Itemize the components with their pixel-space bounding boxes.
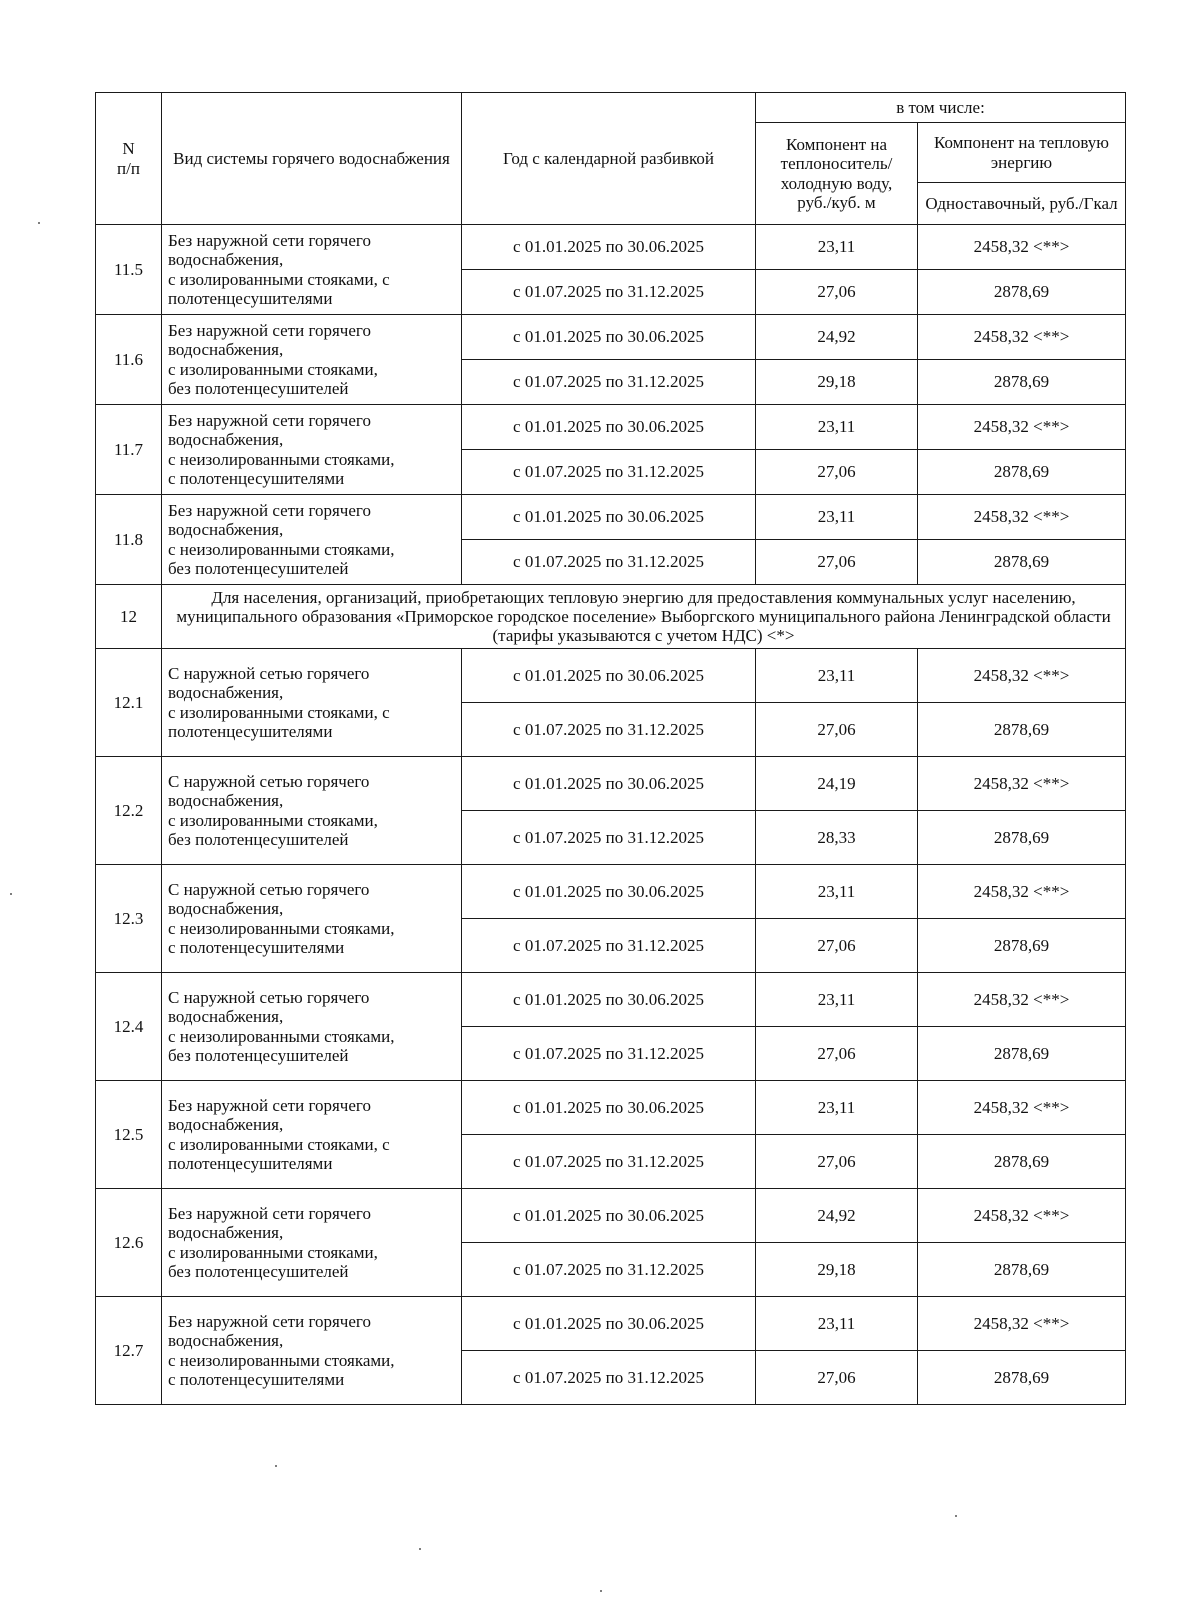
row-description-line: полотенцесушителями [168,1153,333,1173]
heat-value: 2458,32 <**> [918,649,1126,703]
scan-speck [38,222,40,224]
row-number: 12.4 [96,973,162,1081]
heat-value: 2458,32 <**> [918,495,1126,540]
row-number: 12.2 [96,757,162,865]
water-value: 29,18 [756,1243,918,1297]
period-cell: с 01.01.2025 по 30.06.2025 [462,1297,756,1351]
row-number: 12.5 [96,1081,162,1189]
period-cell: с 01.07.2025 по 31.12.2025 [462,540,756,585]
heat-value: 2878,69 [918,540,1126,585]
row-description-line: без полотенцесушителей [168,558,349,578]
row-description [162,405,462,495]
row-number: 12.3 [96,865,162,973]
period-cell: с 01.01.2025 по 30.06.2025 [462,649,756,703]
heat-value: 2878,69 [918,270,1126,315]
heat-value: 2878,69 [918,1135,1126,1189]
row-description-line: водоснабжения, [168,340,284,360]
heat-value: 2458,32 <**> [918,405,1126,450]
row-description [162,1297,462,1405]
row-description [162,973,462,1081]
table-row [96,649,1126,703]
period-cell: с 01.07.2025 по 31.12.2025 [462,270,756,315]
water-value: 27,06 [756,919,918,973]
heat-value: 2458,32 <**> [918,1189,1126,1243]
period-cell: с 01.01.2025 по 30.06.2025 [462,315,756,360]
row-number: 11.5 [96,225,162,315]
heat-value: 2458,32 <**> [918,1081,1126,1135]
period-cell: с 01.07.2025 по 31.12.2025 [462,811,756,865]
period-cell: с 01.01.2025 по 30.06.2025 [462,495,756,540]
heat-value: 2878,69 [918,703,1126,757]
section-number: 12 [96,585,162,649]
table-row [96,1189,1126,1243]
period-cell: с 01.01.2025 по 30.06.2025 [462,405,756,450]
header-component-water: Компонент на теплоноситель/ холодную воду, руб./куб. м [756,123,918,225]
row-description-line: без полотенцесушителей [168,1261,349,1281]
water-value: 23,11 [756,225,918,270]
heat-value: 2458,32 <**> [918,865,1126,919]
row-description-line: с изолированными стояками, с [168,1134,390,1154]
row-description-line: с изолированными стояками, с [168,269,390,289]
row-description [162,225,462,315]
period-cell: с 01.01.2025 по 30.06.2025 [462,973,756,1027]
row-number: 12.7 [96,1297,162,1405]
row-number: 11.8 [96,495,162,585]
row-description [162,1081,462,1189]
table-row [96,1081,1126,1135]
water-value: 23,11 [756,405,918,450]
heat-value: 2878,69 [918,811,1126,865]
heat-value: 2878,69 [918,1243,1126,1297]
row-description [162,315,462,405]
row-description-line: с изолированными стояками, [168,1242,378,1262]
row-description [162,495,462,585]
table-row [96,225,1126,270]
row-description-line: Без наружной сети горячего [168,411,371,431]
row-description-line: водоснабжения, [168,1115,284,1135]
period-cell: с 01.01.2025 по 30.06.2025 [462,1081,756,1135]
table-row [96,865,1126,919]
period-cell: с 01.07.2025 по 31.12.2025 [462,919,756,973]
row-description-line: водоснабжения, [168,899,284,919]
table-row [96,405,1126,450]
water-value: 23,11 [756,1081,918,1135]
header-num: N п/п [96,93,162,225]
row-description-line: С наружной сетью горячего [168,772,370,792]
row-description-line: Без наружной сети горячего [168,1204,371,1224]
row-description-line: Без наружной сети горячего [168,1312,371,1332]
header-single-rate: Одноставочный, руб./Гкал [918,183,1126,225]
heat-value: 2458,32 <**> [918,315,1126,360]
row-description-line: с неизолированными стояками, [168,918,395,938]
scan-speck [275,1465,277,1467]
row-description-line: водоснабжения, [168,791,284,811]
header-including: в том числе: [756,93,1126,123]
water-value: 29,18 [756,360,918,405]
section-title: Для населения, организаций, приобретающих тепловую энергию для предоставления коммунальных услуг населению, муниципального образования «Приморское городское поселение» Выборгского муниципального района Ленинградской области (тарифы указываются с учетом НДС) <*> [162,585,1126,649]
water-value: 24,92 [756,1189,918,1243]
row-description-line: с неизолированными стояками, [168,449,395,469]
water-value: 23,11 [756,1297,918,1351]
row-description-line: с полотенцесушителями [168,468,345,488]
row-description-line: водоснабжения, [168,1223,284,1243]
row-description-line: водоснабжения, [168,430,284,450]
period-cell: с 01.07.2025 по 31.12.2025 [462,1027,756,1081]
water-value: 24,92 [756,315,918,360]
header-year: Год с календарной разбивкой [462,93,756,225]
row-description-line: водоснабжения, [168,1331,284,1351]
row-description-line: с неизолированными стояками, [168,1026,395,1046]
row-description-line: полотенцесушителями [168,721,333,741]
row-description-line: с изолированными стояками, [168,359,378,379]
water-value: 24,19 [756,757,918,811]
period-cell: с 01.01.2025 по 30.06.2025 [462,225,756,270]
scan-speck [600,1590,602,1592]
heat-value: 2458,32 <**> [918,757,1126,811]
period-cell: с 01.07.2025 по 31.12.2025 [462,703,756,757]
heat-value: 2458,32 <**> [918,1297,1126,1351]
row-description-line: водоснабжения, [168,250,284,270]
scan-speck [955,1515,957,1517]
period-cell: с 01.07.2025 по 31.12.2025 [462,360,756,405]
period-cell: с 01.07.2025 по 31.12.2025 [462,1243,756,1297]
row-description-line: водоснабжения, [168,683,284,703]
water-value: 23,11 [756,495,918,540]
header-component-heat: Компонент на тепловую энергию [918,123,1126,183]
table-row [96,1297,1126,1351]
table-row [96,973,1126,1027]
scan-speck [10,893,12,895]
row-description-line: с полотенцесушителями [168,1369,345,1389]
row-description-line: полотенцесушителями [168,288,333,308]
row-description-line: водоснабжения, [168,1007,284,1027]
water-value: 23,11 [756,649,918,703]
period-cell: с 01.07.2025 по 31.12.2025 [462,1351,756,1405]
water-value: 27,06 [756,703,918,757]
row-description-line: Без наружной сети горячего [168,321,371,341]
row-description-line: с неизолированными стояками, [168,1350,395,1370]
water-value: 28,33 [756,811,918,865]
row-description [162,865,462,973]
row-description [162,1189,462,1297]
heat-value: 2878,69 [918,919,1126,973]
heat-value: 2878,69 [918,1027,1126,1081]
water-value: 27,06 [756,450,918,495]
heat-value: 2458,32 <**> [918,225,1126,270]
row-description-line: без полотенцесушителей [168,1045,349,1065]
table-row [96,495,1126,540]
row-description-line: с изолированными стояками, с [168,702,390,722]
row-description-line: водоснабжения, [168,520,284,540]
heat-value: 2878,69 [918,1351,1126,1405]
water-value: 27,06 [756,1135,918,1189]
period-cell: с 01.01.2025 по 30.06.2025 [462,865,756,919]
water-value: 27,06 [756,1351,918,1405]
scan-speck [419,1548,421,1550]
row-description-line: без полотенцесушителей [168,829,349,849]
row-description-line: С наружной сетью горячего [168,880,370,900]
section-row [96,585,1126,649]
table-row [96,315,1126,360]
tariff-table [95,92,1126,1405]
heat-value: 2458,32 <**> [918,973,1126,1027]
period-cell: с 01.01.2025 по 30.06.2025 [462,757,756,811]
heat-value: 2878,69 [918,450,1126,495]
row-number: 11.6 [96,315,162,405]
water-value: 23,11 [756,865,918,919]
row-description-line: С наружной сетью горячего [168,988,370,1008]
water-value: 27,06 [756,1027,918,1081]
row-description-line: Без наружной сети горячего [168,1096,371,1116]
period-cell: с 01.01.2025 по 30.06.2025 [462,1189,756,1243]
table-row [96,757,1126,811]
period-cell: с 01.07.2025 по 31.12.2025 [462,450,756,495]
row-description-line: Без наружной сети горячего [168,231,371,251]
header-system-type: Вид системы горячего водоснабжения [162,93,462,225]
row-number: 12.6 [96,1189,162,1297]
row-number: 12.1 [96,649,162,757]
row-description [162,649,462,757]
row-description-line: с полотенцесушителями [168,937,345,957]
row-description-line: Без наружной сети горячего [168,501,371,521]
row-description [162,757,462,865]
row-description-line: с изолированными стояками, [168,810,378,830]
row-number: 11.7 [96,405,162,495]
water-value: 27,06 [756,540,918,585]
row-description-line: без полотенцесушителей [168,378,349,398]
heat-value: 2878,69 [918,360,1126,405]
row-description-line: С наружной сетью горячего [168,664,370,684]
row-description-line: с неизолированными стояками, [168,539,395,559]
water-value: 27,06 [756,270,918,315]
period-cell: с 01.07.2025 по 31.12.2025 [462,1135,756,1189]
water-value: 23,11 [756,973,918,1027]
